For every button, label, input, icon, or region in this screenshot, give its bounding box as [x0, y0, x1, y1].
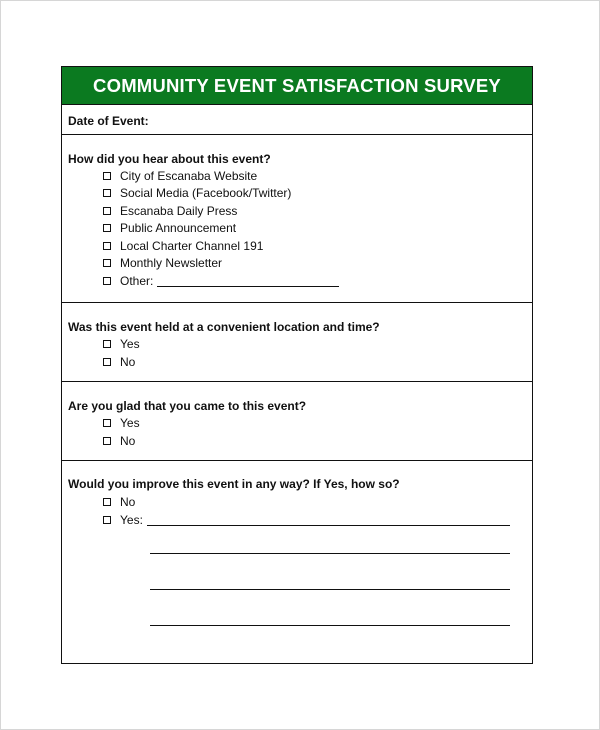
yes-write-in-line[interactable] — [147, 515, 510, 526]
option-label: Monthly Newsletter — [120, 256, 223, 270]
option-no[interactable] — [103, 434, 135, 448]
option-daily-press[interactable] — [103, 204, 237, 218]
checkbox-icon[interactable] — [103, 277, 111, 285]
option-city-website[interactable] — [103, 169, 257, 183]
question-text: Was this event held at a convenient location and time? — [68, 320, 380, 334]
option-no[interactable] — [103, 355, 135, 369]
checkbox-icon[interactable] — [103, 189, 111, 197]
option-label: Yes: — [120, 513, 143, 527]
question-text: Are you glad that you came to this event? — [68, 399, 307, 413]
checkbox-icon[interactable] — [103, 358, 111, 366]
option-other[interactable] — [103, 274, 339, 288]
checkbox-icon[interactable] — [103, 498, 111, 506]
answer-line[interactable] — [150, 625, 510, 626]
question-text: How did you hear about this event? — [68, 152, 271, 166]
option-label: Yes — [120, 337, 140, 351]
option-charter-channel[interactable] — [103, 239, 263, 253]
option-monthly-newsletter[interactable] — [103, 256, 222, 270]
option-yes[interactable] — [103, 513, 510, 527]
question-improve — [62, 461, 532, 663]
option-label: Escanaba Daily Press — [120, 204, 238, 218]
checkbox-icon[interactable] — [103, 516, 111, 524]
survey-title: COMMUNITY EVENT SATISFACTION SURVEY — [62, 67, 532, 105]
checkbox-icon[interactable] — [103, 340, 111, 348]
checkbox-icon[interactable] — [103, 172, 111, 180]
checkbox-icon[interactable] — [103, 259, 111, 267]
option-label: Social Media (Facebook/Twitter) — [120, 186, 292, 200]
question-text: Would you improve this event in any way? If Yes, how so? — [68, 477, 400, 491]
other-write-in-line[interactable] — [157, 276, 339, 287]
checkbox-icon[interactable] — [103, 437, 111, 445]
checkbox-icon[interactable] — [103, 419, 111, 427]
option-label: Public Announcement — [120, 221, 237, 235]
option-yes[interactable] — [103, 337, 140, 351]
question-convenient — [62, 303, 532, 382]
survey-form — [61, 66, 533, 664]
question-hear-about — [62, 135, 532, 303]
option-label: City of Escanaba Website — [120, 169, 258, 183]
checkbox-icon[interactable] — [103, 207, 111, 215]
option-social-media[interactable] — [103, 186, 291, 200]
option-label: Local Charter Channel 191 — [120, 239, 264, 253]
option-label: No — [120, 495, 136, 509]
question-glad — [62, 382, 532, 461]
answer-line[interactable] — [150, 553, 510, 554]
date-label: Date of Event: — [68, 114, 149, 128]
option-yes[interactable] — [103, 416, 140, 430]
checkbox-icon[interactable] — [103, 242, 111, 250]
date-row — [62, 105, 532, 135]
option-no[interactable] — [103, 495, 135, 509]
option-label: No — [120, 355, 136, 369]
option-label: Other: — [120, 274, 154, 288]
option-public-announcement[interactable] — [103, 221, 236, 235]
checkbox-icon[interactable] — [103, 224, 111, 232]
answer-line[interactable] — [150, 589, 510, 590]
option-label: No — [120, 434, 136, 448]
option-label: Yes — [120, 416, 140, 430]
